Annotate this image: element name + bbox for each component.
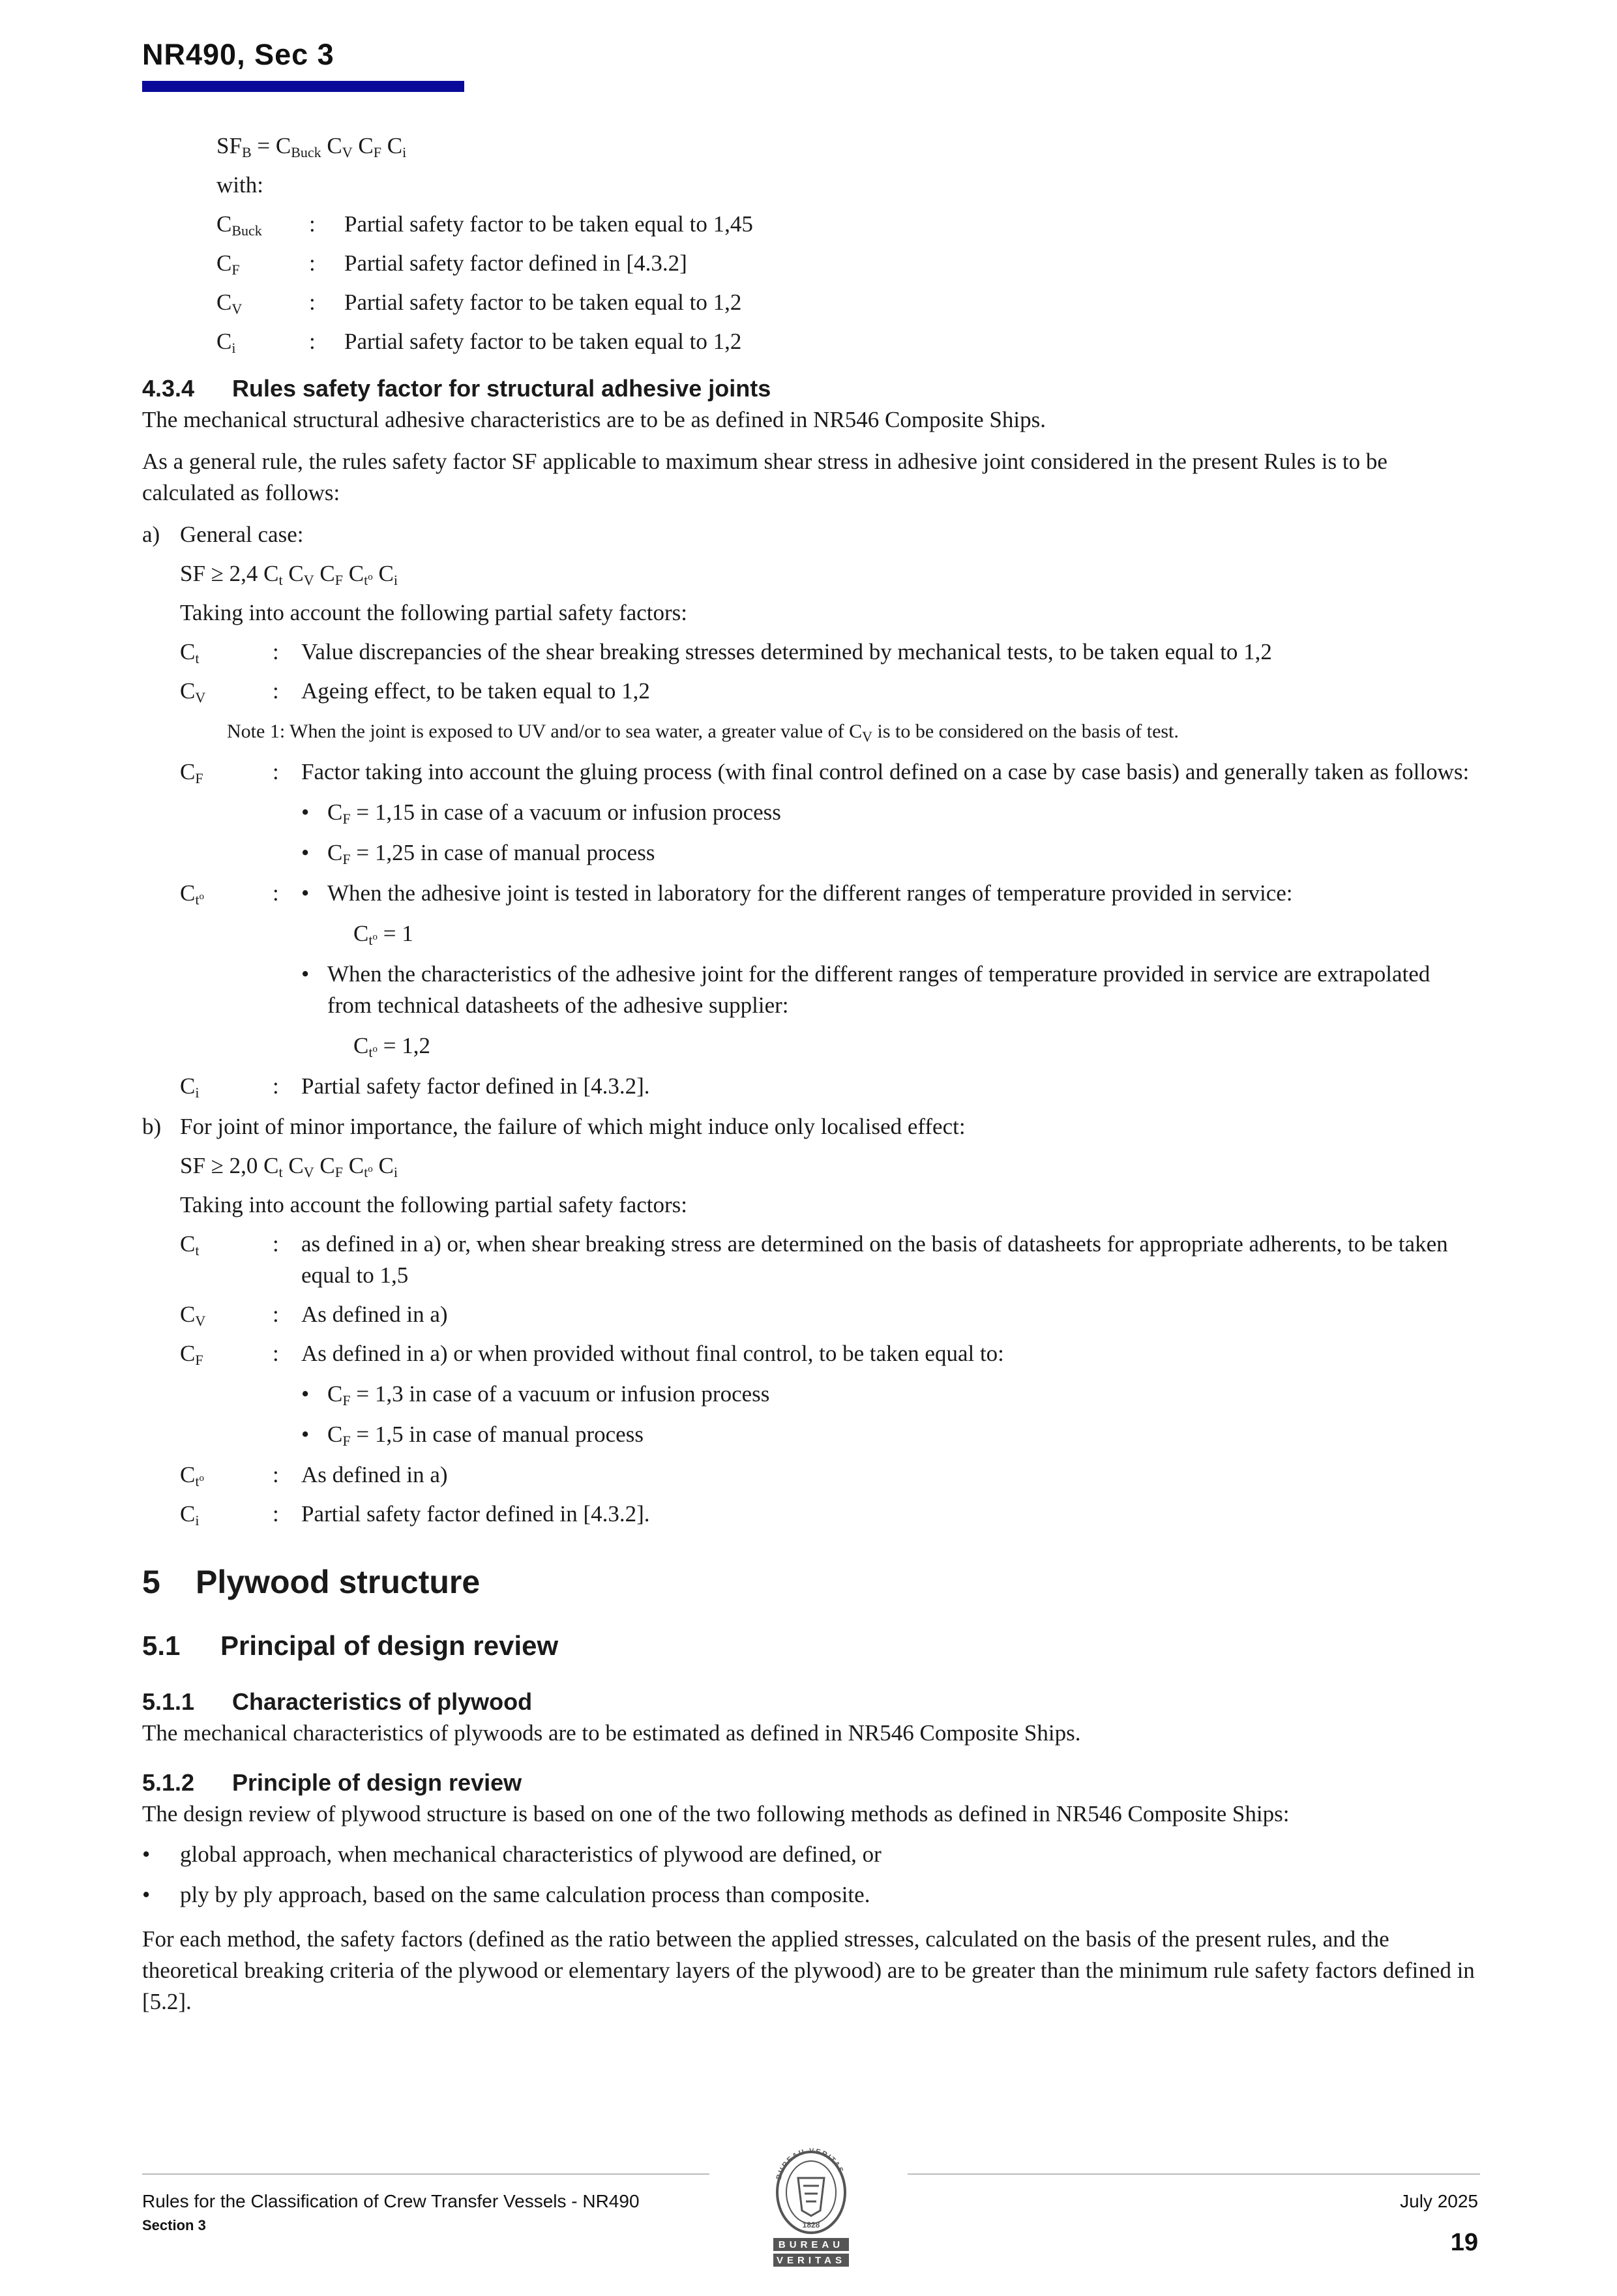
- list-item: • ply by ply approach, based on the same calculation process than composite.: [142, 1882, 870, 1907]
- main-content: [142, 130, 1479, 2018]
- list-item: $C_i$ : Partial safety factor to be taken equal to 1,2: [216, 329, 742, 356]
- list-item: • $C_F = 1,25$ in case of manual process: [301, 840, 655, 867]
- list-item: $C_{Buck}$ : Partial safety factor to be taken equal to 1,45: [216, 211, 753, 239]
- factor-row-cf: $C_F$ : As defined in a) or when provided without final control, to be taken equal to:: [180, 1341, 1004, 1368]
- header-accent-bar: [142, 81, 464, 92]
- note-1: Note 1: When the joint is exposed to UV and/or to sea water, a greater value of $C_V$ is to be considered on the basis of test.: [227, 721, 1179, 745]
- section-5-1-1-heading: 5.1.1 Characteristics of plywood: [142, 1688, 533, 1715]
- logo-year: 1828: [802, 2220, 820, 2229]
- footer-section: Section 3: [142, 2217, 206, 2233]
- page-header-title: NR490, Sec 3: [142, 38, 334, 71]
- footer-document-title: Rules for the Classification of Crew Transfer Vessels - NR490: [142, 2191, 640, 2211]
- list-item: • global approach, when mechanical characteristics of plywood are defined, or: [142, 1841, 882, 1867]
- factor-row-cto: $C_{t^o}$ : • When the adhesive joint is tested in laboratory for the different ranges of temperature provided in service:: [180, 880, 1293, 908]
- paragraph: The mechanical characteristics of plywoods are to be estimated as defined in NR546 Composite Ships.: [142, 1720, 1081, 1746]
- paragraph: The mechanical structural adhesive characteristics are to be as defined in NR546 Composite Ships.: [142, 407, 1046, 432]
- paragraph: Taking into account the following partial safety factors:: [180, 1192, 687, 1217]
- cto-value-2: $C_{t^o} = 1,2$: [353, 1033, 430, 1060]
- section-5-1-heading: 5.1 Principal of design review: [142, 1630, 559, 1661]
- paragraph: For each method, the safety factors (defined as the ratio between the applied stresses, calculated on the basis of the present rules, and the theoretical breaking criteria of the plywood or elementary layers of the plywood) are to be greater than the minimum rule safety factors defined in [5.2].: [142, 1926, 1475, 2014]
- list-item: • When the characteristics of the adhesive joint for the different ranges of temperature provided in service are extrapolated from technical datasheets of the adhesive supplier:: [301, 961, 1431, 1018]
- logo-word-veritas: VERITAS: [777, 2255, 846, 2266]
- footer-rule-right: [908, 2173, 1480, 2175]
- footer-date: July 2025: [1400, 2191, 1478, 2211]
- factor-row-ct: $C_t$ : as defined in a) or, when shear breaking stress are determined on the basis of datasheets for appropriate adherents, to be taken equal to 1,5: [180, 1231, 1448, 1288]
- cf-bullets: [301, 797, 1479, 869]
- paragraph: Taking into account the following partial safety factors:: [180, 600, 687, 625]
- factor-row-cf: $C_F$ : Factor taking into account the gluing process (with final control defined on a case by case basis) and generally taken as follows:: [180, 759, 1470, 786]
- bureau-veritas-logo: [762, 2139, 861, 2269]
- list-item: $C_V$ : Partial safety factor to be taken equal to 1,2: [216, 290, 742, 317]
- section-5-heading: 5 Plywood structure: [142, 1564, 481, 1600]
- logo-word-bureau: BUREAU: [778, 2239, 844, 2250]
- list-item: • $C_F = 1,5$ in case of manual process: [301, 1422, 644, 1449]
- section-5-1-2-heading: 5.1.2 Principle of design review: [142, 1769, 522, 1796]
- factor-row-ci: $C_i$ : Partial safety factor defined in [4.3.2].: [180, 1073, 650, 1101]
- list-item: • $C_F = 1,15$ in case of a vacuum or infusion process: [301, 799, 781, 827]
- list-item: $C_F$ : Partial safety factor defined in [4.3.2]: [216, 250, 687, 278]
- sfb-with: with:: [216, 172, 263, 198]
- factor-row-cto: $C_{t^o}$ : As defined in a): [180, 1462, 448, 1489]
- paragraph: The design review of plywood structure is based on one of the two following methods as defined in NR546 Composite Ships:: [142, 1801, 1290, 1826]
- section-4-3-4-heading: 4.3.4 Rules safety factor for structural adhesive joints: [142, 375, 771, 402]
- factor-row-ct: $C_t$ : Value discrepancies of the shear breaking stresses determined by mechanical tests, to be taken equal to 1,2: [180, 639, 1272, 666]
- list-item-b: b) For joint of minor importance, the failure of which might induce only localised effect:: [142, 1114, 966, 1139]
- list-item-a: a) General case:: [142, 522, 304, 547]
- factor-row-ci: $C_i$ : Partial safety factor defined in [4.3.2].: [180, 1501, 650, 1528]
- list-item: • $C_F = 1,3$ in case of a vacuum or infusion process: [301, 1381, 770, 1409]
- case-b-block: [180, 1150, 1479, 1530]
- case-a-block: [180, 558, 1479, 1102]
- page-number: 19: [1450, 2229, 1478, 2256]
- sfb-block: [216, 130, 1479, 357]
- footer-rule-left: [142, 2173, 709, 2175]
- case-b-formula: SF ≥ 2,0 $C_t$ $C_V$ $C_F$ $C_{t^o}$ $C_i$: [180, 1153, 398, 1180]
- logo-arc-text: BUREAU VERITAS: [775, 2147, 846, 2181]
- case-a-formula: SF ≥ 2,4 $C_t$ $C_V$ $C_F$ $C_{t^o}$ $C_i$: [180, 561, 398, 588]
- sfb-factor-list: [216, 209, 1479, 357]
- factor-row-cv: $C_V$ : As defined in a): [180, 1302, 448, 1329]
- cto-value-1: $C_{t^o} = 1$: [353, 921, 413, 948]
- svg-text:BUREAU VERITAS: [775, 2147, 846, 2181]
- factor-row-cv: $C_V$ : Ageing effect, to be taken equal to 1,2: [180, 678, 650, 706]
- sfb-formula: $SF_B = C_{Buck}$ $C_V$ $C_F$ $C_i$: [216, 133, 407, 160]
- paragraph: As a general rule, the rules safety factor SF applicable to maximum shear stress in adhesive joint considered in the present Rules is to be calculated as follows:: [142, 449, 1387, 505]
- cf-bullets: [301, 1379, 1479, 1450]
